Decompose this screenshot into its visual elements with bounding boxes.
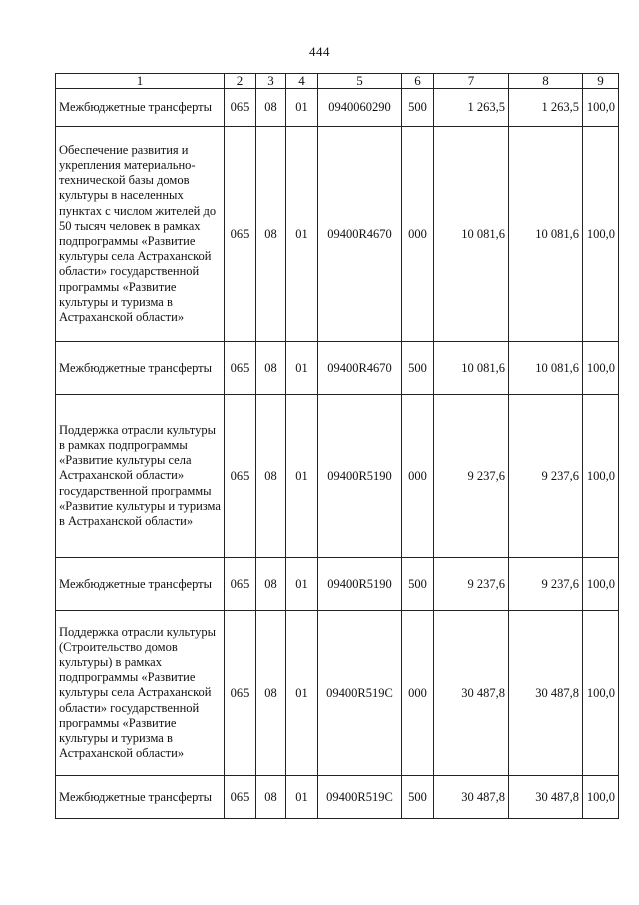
target-article: 09400R5190 bbox=[318, 395, 402, 558]
column-header: 1 bbox=[56, 74, 225, 89]
section-code: 08 bbox=[256, 776, 286, 819]
row-name: Межбюджетные трансферты bbox=[56, 89, 225, 127]
column-header: 7 bbox=[434, 74, 509, 89]
column-header: 3 bbox=[256, 74, 286, 89]
amount-plan: 1 263,5 bbox=[434, 89, 509, 127]
admin-code: 065 bbox=[225, 89, 256, 127]
target-article: 0940060290 bbox=[318, 89, 402, 127]
expense-type: 500 bbox=[402, 558, 434, 611]
table-row bbox=[56, 611, 619, 776]
subsection-code: 01 bbox=[286, 611, 318, 776]
admin-code: 065 bbox=[225, 395, 256, 558]
amount-actual: 1 263,5 bbox=[509, 89, 583, 127]
table-row bbox=[56, 127, 619, 342]
row-name: Межбюджетные трансферты bbox=[56, 342, 225, 395]
column-header: 4 bbox=[286, 74, 318, 89]
amount-plan: 9 237,6 bbox=[434, 558, 509, 611]
section-code: 08 bbox=[256, 558, 286, 611]
section-code: 08 bbox=[256, 127, 286, 342]
expense-type: 000 bbox=[402, 395, 434, 558]
target-article: 09400R5190 bbox=[318, 558, 402, 611]
table-row bbox=[56, 342, 619, 395]
percent: 100,0 bbox=[583, 611, 619, 776]
table-row bbox=[56, 395, 619, 558]
percent: 100,0 bbox=[583, 89, 619, 127]
subsection-code: 01 bbox=[286, 395, 318, 558]
target-article: 09400R519C bbox=[318, 776, 402, 819]
subsection-code: 01 bbox=[286, 558, 318, 611]
amount-plan: 10 081,6 bbox=[434, 342, 509, 395]
column-header: 5 bbox=[318, 74, 402, 89]
admin-code: 065 bbox=[225, 776, 256, 819]
column-header: 9 bbox=[583, 74, 619, 89]
amount-plan: 9 237,6 bbox=[434, 395, 509, 558]
row-name: Межбюджетные трансферты bbox=[56, 776, 225, 819]
admin-code: 065 bbox=[225, 611, 256, 776]
amount-plan: 30 487,8 bbox=[434, 611, 509, 776]
amount-plan: 10 081,6 bbox=[434, 127, 509, 342]
expense-type: 500 bbox=[402, 776, 434, 819]
amount-plan: 30 487,8 bbox=[434, 776, 509, 819]
percent: 100,0 bbox=[583, 395, 619, 558]
expense-type: 000 bbox=[402, 611, 434, 776]
column-header: 6 bbox=[402, 74, 434, 89]
subsection-code: 01 bbox=[286, 127, 318, 342]
amount-actual: 30 487,8 bbox=[509, 776, 583, 819]
column-header: 8 bbox=[509, 74, 583, 89]
amount-actual: 30 487,8 bbox=[509, 611, 583, 776]
percent: 100,0 bbox=[583, 558, 619, 611]
subsection-code: 01 bbox=[286, 89, 318, 127]
admin-code: 065 bbox=[225, 127, 256, 342]
budget-table bbox=[55, 73, 619, 819]
percent: 100,0 bbox=[583, 776, 619, 819]
percent: 100,0 bbox=[583, 127, 619, 342]
column-header: 2 bbox=[225, 74, 256, 89]
header-row bbox=[56, 74, 619, 89]
row-name: Межбюджетные трансферты bbox=[56, 558, 225, 611]
amount-actual: 9 237,6 bbox=[509, 395, 583, 558]
section-code: 08 bbox=[256, 611, 286, 776]
table-row bbox=[56, 558, 619, 611]
section-code: 08 bbox=[256, 395, 286, 558]
table-row bbox=[56, 89, 619, 127]
row-name: Поддержка отрасли культуры в рамках подпрограммы «Развитие культуры села Астраханской области» государственной программы «Развитие культуры и туризма в Астраханской области» bbox=[56, 395, 225, 558]
expense-type: 500 bbox=[402, 89, 434, 127]
section-code: 08 bbox=[256, 342, 286, 395]
subsection-code: 01 bbox=[286, 342, 318, 395]
admin-code: 065 bbox=[225, 342, 256, 395]
target-article: 09400R4670 bbox=[318, 342, 402, 395]
amount-actual: 10 081,6 bbox=[509, 342, 583, 395]
admin-code: 065 bbox=[225, 558, 256, 611]
target-article: 09400R519C bbox=[318, 611, 402, 776]
subsection-code: 01 bbox=[286, 776, 318, 819]
target-article: 09400R4670 bbox=[318, 127, 402, 342]
table-row bbox=[56, 776, 619, 819]
amount-actual: 9 237,6 bbox=[509, 558, 583, 611]
section-code: 08 bbox=[256, 89, 286, 127]
percent: 100,0 bbox=[583, 342, 619, 395]
expense-type: 000 bbox=[402, 127, 434, 342]
expense-type: 500 bbox=[402, 342, 434, 395]
row-name: Обеспечение развития и укрепления материально-технической базы домов культуры в населенных пунктах с числом жителей до 50 тысяч человек в рамках подпрограммы «Развитие культуры села Астраханской области» государственной программы «Развитие культуры и туризма в Астраханской области» bbox=[56, 127, 225, 342]
amount-actual: 10 081,6 bbox=[509, 127, 583, 342]
page-number: 444 bbox=[309, 44, 330, 59]
row-name: Поддержка отрасли культуры (Строительство домов культуры) в рамках подпрограммы «Развитие культуры села Астраханской области» государственной программы «Развитие культуры и туризма в Астраханской области» bbox=[56, 611, 225, 776]
